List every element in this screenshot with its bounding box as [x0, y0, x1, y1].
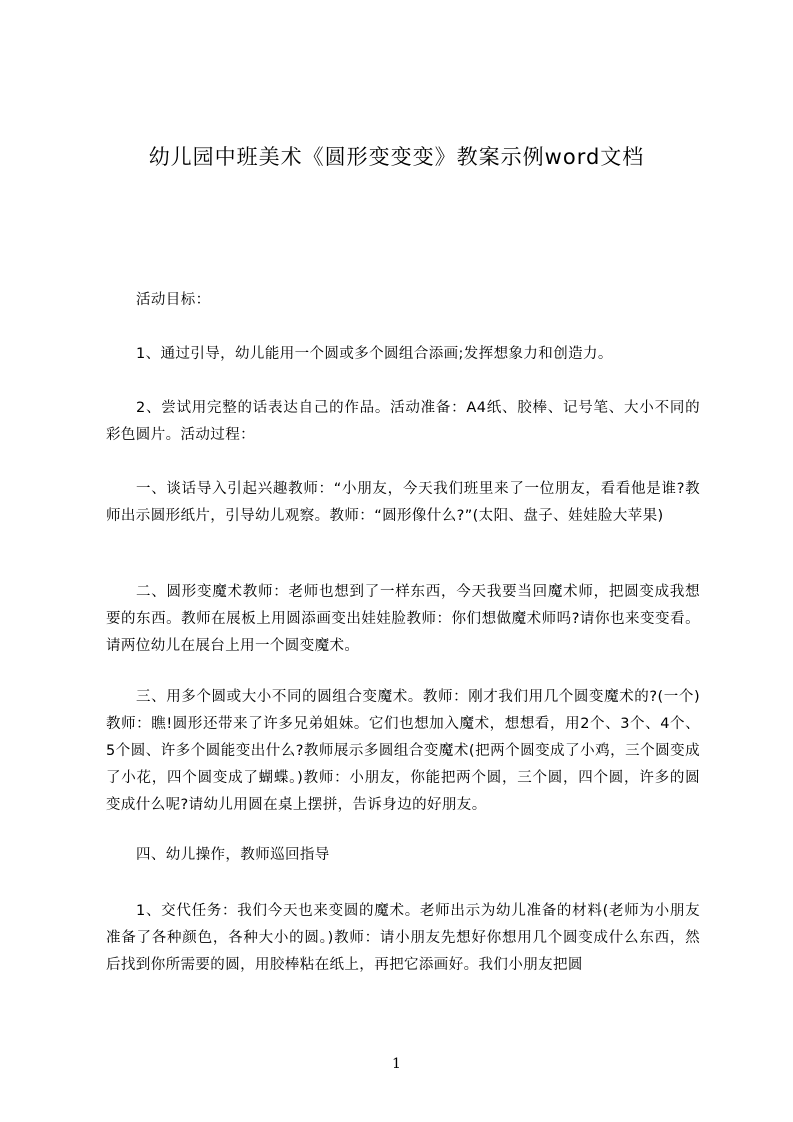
document-title: 幼儿园中班美术《圆形变变变》教案示例word文档	[148, 145, 645, 169]
page-number: 1	[392, 1056, 401, 1072]
paragraph-activity-goals-heading: 活动目标：	[136, 292, 211, 308]
paragraph-goal-2-preparation: 2、尝试用完整的话表达自己的作品。活动准备：A4纸、胶棒、记号笔、大小不同的彩色圆片。活动过程：	[106, 400, 700, 443]
paragraph-step-3-multiple-circles: 三、用多个圆或大小不同的圆组合变魔术。教师：刚才我们用几个圆变魔术的?(一个)教师：瞧!圆形还带来了许多兄弟姐妹。它们也想加入魔术，想想看，用2个、3个、4个、5个圆、许多个圆能变出什么?教师展示多圆组合变魔术(把两个圆变成了小鸡，三个圆变成了小花，四个圆变成了蝴蝶。)教师：小朋友，你能把两个圆，三个圆，四个圆，许多的圆变成什么呢?请幼儿用圆在桌上摆拼，告诉身边的好朋友。	[106, 689, 700, 813]
paragraph-task-instructions: 1、交代任务：我们今天也来变圆的魔术。老师出示为幼儿准备的材料(老师为小朋友准备了各种颜色，各种大小的圆。)教师：请小朋友先想好你想用几个圆变成什么东西，然后找到你所需要的圆，用胶棒粘在纸上，再把它添画好。我们小朋友把圆	[106, 903, 700, 973]
paragraph-step-1-introduction: 一、谈话导入引起兴趣教师：“小朋友，今天我们班里来了一位朋友，看看他是谁?教师出示圆形纸片，引导幼儿观察。教师：“圆形像什么?”(太阳、盘子、娃娃脸大苹果)	[106, 481, 700, 524]
paragraph-step-2-circle-magic: 二、圆形变魔术教师：老师也想到了一样东西，今天我要当回魔术师，把圆变成我想要的东西。教师在展板上用圆添画变出娃娃脸教师：你们想做魔术师吗?请你也来变变看。请两位幼儿在展台上用一个圆变魔术。	[106, 584, 700, 654]
paragraph-step-4-child-operation: 四、幼儿操作，教师巡回指导	[136, 847, 330, 863]
paragraph-goal-1: 1、通过引导，幼儿能用一个圆或多个圆组合添画;发挥想象力和创造力。	[136, 346, 613, 362]
